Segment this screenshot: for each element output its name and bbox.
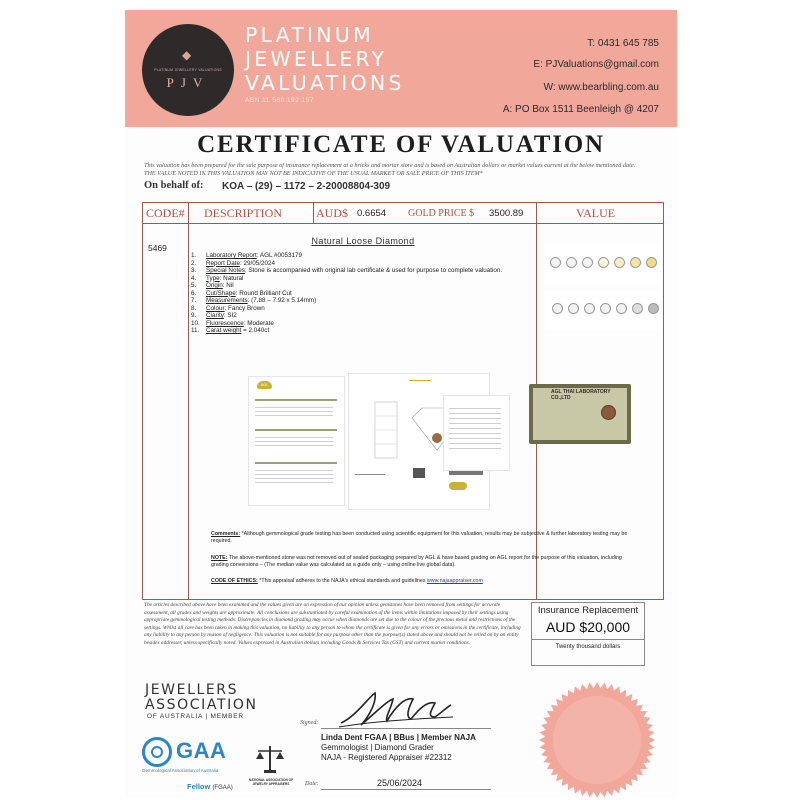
detail-item: 3. Special Notes: Stone is accompanied with original lab certificate & used for purpose to complete valuation. <box>191 267 503 274</box>
note-text: NOTE: The above-mentioned stone was not removed out of sealed packaging prepared by AGL & have based grading on AGL report for the purpose of this valuation, including grading conversions – (The median value was calculated as a guide only – using online live global data). <box>211 555 622 568</box>
header-value: VALUE <box>576 206 616 220</box>
column-divider <box>313 203 314 223</box>
logo-initials: PJV <box>166 75 210 90</box>
report-row <box>449 428 501 429</box>
ethics-link[interactable]: www.najaappraiser.com <box>426 578 483 584</box>
signature-line <box>321 728 491 729</box>
report-row <box>449 438 501 439</box>
diamond-icon <box>601 405 616 420</box>
signer-details <box>321 733 476 763</box>
report-row <box>255 407 333 408</box>
report-row <box>449 448 501 449</box>
report-row <box>255 437 333 438</box>
date-label: Date: <box>305 781 319 787</box>
gem-icon <box>584 303 595 314</box>
report-section-bar <box>255 429 337 431</box>
gold-price: 3500.89 <box>489 208 524 219</box>
contact-email: E: PJValuations@gmail.com <box>533 59 659 70</box>
disclaimer-text: The articles described above have been examined and the values given are an expression of our opinion unless gemstones have been removed from settings for accurate assessment, all grades and weights are approximate. All conclusions are substantiated by careful examination of the items within limitations imposed by their settings using appropriate gemmological testing methods. Discrepancies in diamond grading may occur when diamonds are set due to the colour of the precious metal and restrictions of the settings. Whilst all care has been taken in making this valuation, no liability to any person to whom the certificate is given for any errors or omissions in the certificate, including any liability to any person by reason of negligence. This valuation is not suitable for any purpose other than the purpose(s) stated above and should not be relied on by an entity besides addresser, unless specifically noted. Values expressed in Australian dollars including Goods & Services Tax (GST) and current market conditions. <box>144 602 521 646</box>
gem-icon <box>614 257 625 268</box>
lab-report-page-1 <box>248 376 345 506</box>
barcode <box>355 474 385 475</box>
detail-item: 9. Clarity: SI2 <box>191 312 237 319</box>
behalf-label: On behalf of: <box>144 180 204 191</box>
contact-address: A: PO Box 1511 Beenleigh @ 4207 <box>502 104 659 115</box>
valuation-date: 25/06/2024 <box>377 778 423 788</box>
header-code: CODE# <box>146 206 185 220</box>
detail-item: 10. Fluorescence: Moderate <box>191 319 274 327</box>
signature-image <box>335 687 455 732</box>
gem-icon <box>600 303 611 314</box>
gem-icon <box>630 257 641 268</box>
gem-icon <box>582 257 593 268</box>
insurance-replacement-box <box>531 602 645 666</box>
table-header <box>143 203 663 224</box>
gem-icon <box>550 257 561 268</box>
signer-registration: NAJA - Registered Appraiser #22312 <box>321 753 452 762</box>
agl-logo: AGL <box>257 381 272 389</box>
detail-item: 11. Carat weight = 2.040ct <box>191 327 270 334</box>
gaa-logo-icon <box>142 737 172 767</box>
signer-name: Linda Dent FGAA | BBus | Member NAJA <box>321 733 476 742</box>
brand-line-2: JEWELLERY <box>245 47 388 71</box>
ethics-text: CODE OF ETHICS: *This appraisal adheres to the NAJA's ethical standards and guidelines www.najaappraiser.com <box>211 578 483 584</box>
gem-icon <box>568 303 579 314</box>
detail-item: 4. Type: Natural <box>191 274 244 282</box>
detail-item: 2. Report Date: 29/05/2024 <box>191 259 275 267</box>
clarity-grading-chart <box>544 291 660 330</box>
gem-icon <box>632 303 643 314</box>
gem-icon <box>616 303 627 314</box>
report-row <box>449 443 501 444</box>
report-section-bar <box>255 462 337 464</box>
scales-icon <box>255 743 285 775</box>
lab-report-page-3 <box>443 395 510 471</box>
logo-small-text: PLATINUM JEWELLERY VALUATIONS <box>154 68 222 72</box>
sealed-lab-label: AGL THAI LABORATORY CO.,LTD <box>551 389 611 401</box>
diamond-icon: ◆ <box>182 48 192 62</box>
header-gold: GOLD PRICE $ <box>408 208 475 219</box>
jewellers-association-member: OF AUSTRALIA | MEMBER <box>147 713 244 720</box>
gem-icon <box>646 257 657 268</box>
report-row <box>449 413 501 414</box>
detail-item: 5. Origin: Nil <box>191 282 234 289</box>
detail-item: 8. Colour: Fancy Brown <box>191 304 265 312</box>
column-divider <box>188 203 189 599</box>
header-aud: AUD$ <box>316 206 348 220</box>
insurance-amount-words: Twenty thousand dollars <box>555 644 621 650</box>
detail-item: 1. Laboratory Report: AGL #0053179 <box>191 252 303 259</box>
report-row <box>449 418 501 419</box>
report-row <box>255 445 333 446</box>
colour-grading-chart <box>544 245 660 284</box>
fellow-label: Fellow (FGAA) <box>187 782 233 791</box>
qr-code <box>413 468 425 478</box>
brand-line-1: PLATINUM <box>245 23 374 47</box>
report-row <box>255 441 333 442</box>
gem-icon <box>566 257 577 268</box>
report-row <box>255 470 333 471</box>
item-details-list <box>191 252 502 335</box>
report-row <box>255 411 333 412</box>
pjv-logo <box>142 24 234 116</box>
certificate-page <box>125 10 677 798</box>
insurance-amount: AUD $20,000 <box>545 619 631 635</box>
header-band <box>125 10 677 127</box>
sealed-diamond-photo <box>529 384 631 444</box>
report-section-bar <box>255 399 337 401</box>
contact-web: W: www.bearbling.com.au <box>543 82 659 93</box>
report-heading-bar <box>409 380 431 381</box>
report-row <box>255 415 333 416</box>
intro-line-1: This valuation has been prepared for the sale purpose of insurance replacement at a bricks and mortar store and is based on Australian dollars or market values current at the below mentioned date. <box>144 162 636 169</box>
signed-label: Signed: <box>300 720 319 726</box>
jewellers-association-logo: JEWELLERS ASSOCIATION <box>145 682 258 713</box>
report-row <box>255 482 333 483</box>
report-row <box>255 474 333 475</box>
agl-seal-icon <box>449 482 467 490</box>
intro-line-2: THE VALUE NOTED IN THIS VALUATION MAY NOT BE INDICATIVE OF THE USUAL MARKET OR SALE PRICE OF THIS ITEM* <box>144 170 483 177</box>
aud-rate: 0.6654 <box>357 208 387 219</box>
report-row <box>255 478 333 479</box>
gaa-subtitle: Gemmological Association of Australia <box>142 768 219 773</box>
gem-icon <box>648 303 659 314</box>
report-row <box>449 408 501 409</box>
detail-item: 6. Cut/Shape: Round Brilliant Cut <box>191 289 292 297</box>
header-description: DESCRIPTION <box>204 206 283 220</box>
date-line <box>321 789 491 790</box>
comments-text: Comments: *Although gemmological grade testing has been conducted using scientific equipment for this valuation, results may be subjective & further laboratory testing may be required. <box>211 531 628 544</box>
report-row <box>449 433 501 434</box>
detail-item: 7. Measurements: (7.88 – 7.92 x 5.14mm) <box>191 297 317 304</box>
contact-phone: T: 0431 645 785 <box>587 38 659 49</box>
item-title: Natural Loose Diamond <box>311 236 415 246</box>
signer-title: Gemmologist | Diamond Grader <box>321 743 434 752</box>
report-row <box>449 423 501 424</box>
embossed-seal <box>537 680 657 800</box>
item-code: 5469 <box>148 243 167 253</box>
naja-logo-text: NATIONAL ASSOCIATION OF JEWELRY APPRAISERS <box>248 778 294 786</box>
gem-icon <box>598 257 609 268</box>
brand-line-3: VALUATIONS <box>245 71 405 95</box>
gaa-logo-text: GAA <box>176 738 227 763</box>
page-title: CERTIFICATE OF VALUATION <box>197 131 605 158</box>
abn-number: ABN 11 588 192 157 <box>245 97 314 104</box>
reference-number: KOA – (29) – 1172 – 2-20008804-309 <box>222 181 391 192</box>
insurance-label: Insurance Replacement <box>537 605 639 616</box>
gem-icon <box>552 303 563 314</box>
